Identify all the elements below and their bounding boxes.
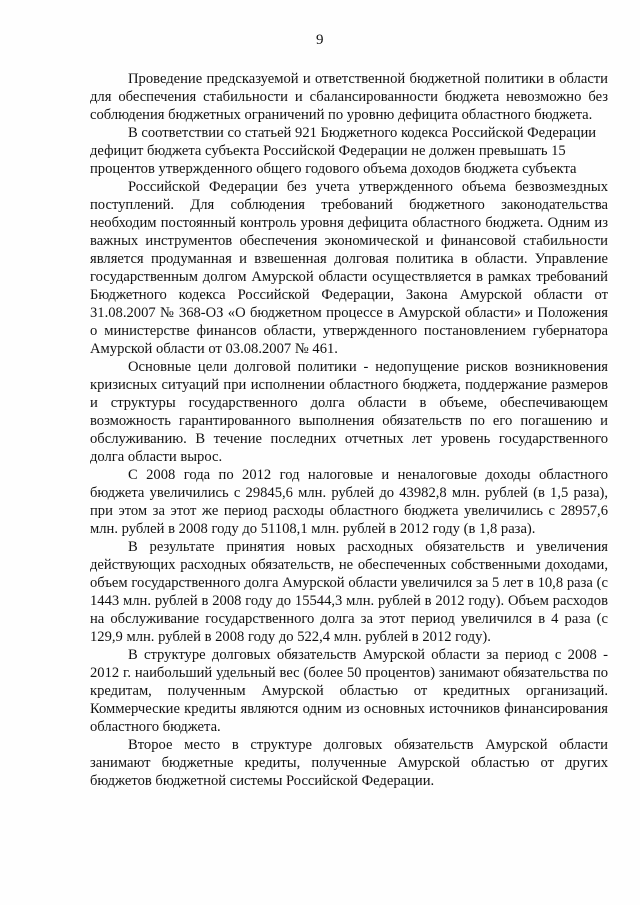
paragraph-budget-policy: Проведение предсказуемой и ответственной бюджетной политики в области для обеспечения стабильности и сбалансированности бюджета невозможно без соблюдения бюджетных ограничений по уровню дефицита областного бюджета. <box>90 71 608 123</box>
paragraph-deficit-limit: В соответствии со статьей 921 Бюджетного кодекса Российской Федерации дефицит бюджета субъекта Российской Федерации не должен превышать 15 процентов утвержденного общего годового объема доходов бюджета субъекта <box>90 125 597 177</box>
paragraph-budget-credits: Второе место в структуре долговых обязательств Амурской области занимают бюджетные кредиты, полученные Амурской областью от других бюджетов бюджетной системы Российской Федерации. <box>90 737 608 789</box>
page-number: 9 <box>316 32 324 48</box>
paragraph-debt-structure: В структуре долговых обязательств Амурской области за период с 2008 - 2012 г. наибольший удельный вес (более 50 процентов) занимают обязательства по кредитам, полученным Амурской областью от кредитных организаций. Коммерческие кредиты являются одним из основных источников финансирования областного бюджета. <box>90 647 608 735</box>
paragraph-debt-policy-goals: Основные цели долговой политики - недопущение рисков возникновения кризисных ситуаций при исполнении областного бюджета, поддержание размеров и структуры государственного долга области в объеме, обеспечивающем возможность гарантированного выполнения обязательств по его погашению и обслуживанию. В течение последних отчетных лет уровень государственного долга области вырос. <box>90 359 608 465</box>
paragraph-debt-growth: В результате принятия новых расходных обязательств и увеличения действующих расходных обязательств, не обеспеченных собственными доходами, объем государственного долга Амурской области увеличился за 5 лет в 10,8 раза (с 1443 млн. рублей в 2008 году до 15544,3 млн. рублей в 2012 году). Объем расходов на обслуживание государственного долга за этот период увеличился в 4 раза (с 129,9 млн. рублей в 2008 году до 522,4 млн. рублей в 2012 году). <box>90 539 608 645</box>
paragraph-revenue-expenses: С 2008 года по 2012 год налоговые и неналоговые доходы областного бюджета увеличились с 29845,6 млн. рублей до 43982,8 млн. рублей (в 1,5 раза), при этом за этот же период расходы областного бюджета увеличились с 28957,6 млн. рублей в 2008 году до 51108,1 млн. рублей в 2012 году (в 1,8 раза). <box>90 467 608 537</box>
paragraph-debt-management: Российской Федерации без учета утвержденного объема безвозмездных поступлений. Для соблюдения требований бюджетного законодательства необходим постоянный контроль уровня дефицита областного бюджета. Одним из важных инструментов обеспечения экономической и финансовой стабильности является продуманная и взвешенная долговая политика в области. Управление государственным долгом Амурской области осуществляется в рамках требований Бюджетного кодекса Российской Федерации, Закона Амурской области от 31.08.2007 № 368-ОЗ «О бюджетном процессе в Амурской области» и Положения о министерстве финансов области, утвержденного постановлением губернатора Амурской области от 03.08.2007 № 461. <box>90 179 608 357</box>
document-body <box>90 70 608 790</box>
